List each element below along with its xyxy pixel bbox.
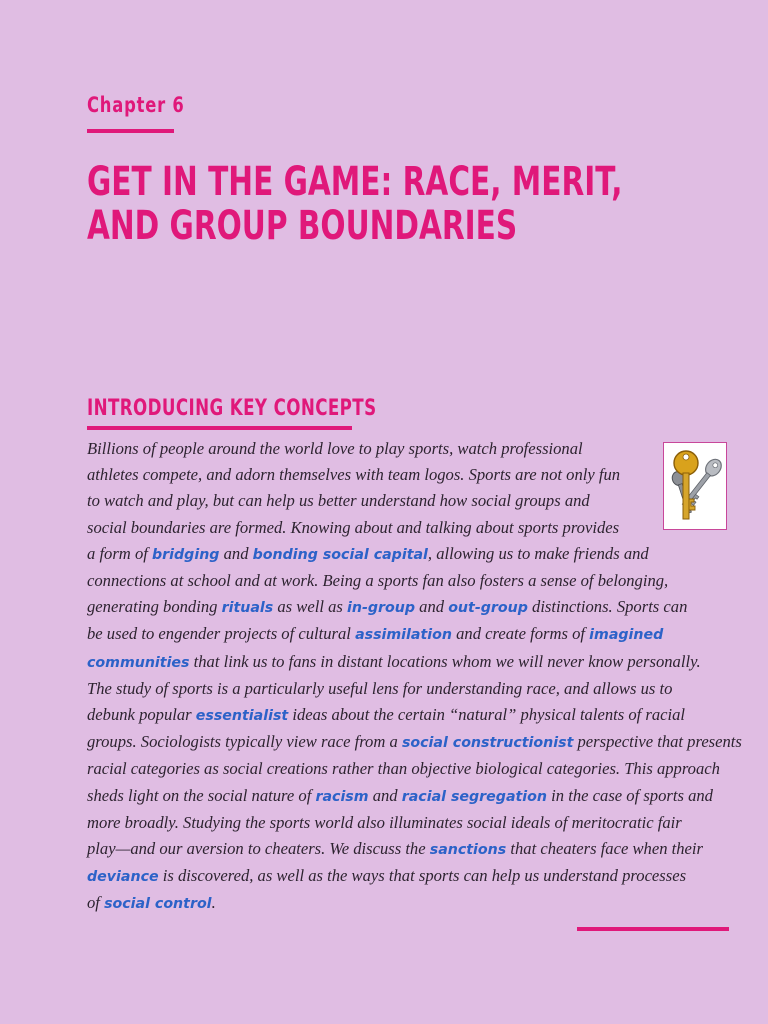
key-term-social-constructionist[interactable]: social constructionist	[401, 735, 574, 752]
text-span: .	[211, 893, 216, 913]
key-term-racial-segregation[interactable]: racial segregation	[401, 788, 548, 805]
key-term-essentialist[interactable]: essentialist	[195, 708, 289, 725]
paragraph-line	[87, 621, 737, 648]
text-span: more broadly. Studying the sports world also illuminates social ideals of meritocratic fair	[87, 812, 682, 832]
key-term-in-group[interactable]: in-group	[346, 600, 415, 617]
paragraph-line	[87, 568, 737, 594]
text-span: groups. Sociologists typically view race from a	[87, 732, 402, 752]
text-span: play—and our aversion to cheaters. We discuss the	[87, 839, 430, 859]
paragraph-line	[87, 541, 737, 568]
text-span: to watch and play, but can help us better understand how social groups and	[87, 491, 590, 511]
text-span: Billions of people around the world love to play sports, watch professional	[87, 439, 583, 458]
paragraph-line	[87, 436, 737, 462]
text-span: athletes compete, and adorn themselves with team logos. Sports are not only fun	[87, 465, 621, 485]
text-span: sheds light on the social nature of	[87, 785, 316, 805]
text-span: a form of	[87, 543, 152, 563]
title-line-2: AND GROUP BOUNDARIES	[87, 203, 518, 249]
text-span: of	[87, 893, 105, 913]
key-term-bonding-social-capital[interactable]: bonding social capital	[252, 546, 428, 563]
key-term-sanctions[interactable]: sanctions	[429, 842, 507, 859]
paragraph-line	[87, 836, 737, 863]
paragraph-line	[87, 488, 737, 514]
paragraph-line	[87, 756, 737, 782]
key-term-imagined[interactable]: imagined	[589, 627, 664, 644]
paragraph-line	[87, 729, 742, 756]
text-span: perspective that presents	[573, 732, 742, 752]
paragraph-line	[87, 515, 737, 541]
text-span: , allowing us to make friends and	[427, 543, 649, 563]
text-span: in the case of sports and	[547, 785, 713, 805]
key-term-social-control[interactable]: social control	[104, 896, 212, 913]
text-span: and	[219, 543, 253, 563]
chapter-rule	[87, 129, 174, 133]
text-span: that link us to fans in distant locations whom we will never know personally.	[189, 651, 701, 671]
section-heading: INTRODUCING KEY CONCEPTS	[87, 396, 377, 421]
text-span: The study of sports is a particularly useful lens for understanding race, and allows us to	[87, 678, 673, 698]
paragraph-line	[87, 649, 737, 676]
text-span: connections at school and at work. Being a sports fan also fosters a sense of belonging,	[87, 571, 669, 591]
text-span: social boundaries are formed. Knowing about and talking about sports provides	[87, 517, 620, 537]
section-rule	[87, 426, 352, 430]
text-span: and create forms of	[451, 624, 590, 644]
key-term-rituals[interactable]: rituals	[221, 600, 274, 617]
key-term-bridging[interactable]: bridging	[152, 546, 220, 563]
text-span: racial categories as social creations rather than objective biological categories. This approach	[87, 759, 720, 779]
text-span: be used to engender projects of cultural	[87, 624, 356, 644]
text-span: distinctions. Sports can	[527, 597, 688, 617]
text-span: generating bonding	[87, 597, 222, 617]
paragraph-line	[87, 783, 737, 810]
key-term-racism[interactable]: racism	[315, 788, 369, 805]
paragraph-line	[87, 890, 737, 917]
chapter-label: Chapter 6	[87, 93, 185, 117]
key-term-deviance[interactable]: deviance	[87, 869, 159, 886]
text-span: is discovered, as well as the ways that sports can help us understand processes	[158, 866, 687, 886]
paragraph-line	[87, 594, 737, 621]
text-span: that cheaters face when their	[506, 839, 703, 859]
paragraph-line	[87, 462, 737, 488]
text-span: debunk popular	[87, 705, 196, 725]
title-line-1: GET IN THE GAME: RACE, MERIT,	[87, 159, 623, 205]
paragraph-line	[87, 676, 737, 702]
text-span: ideas about the certain “natural” physical talents of racial	[288, 705, 686, 725]
key-term-communities[interactable]: communities	[87, 654, 190, 671]
text-span: as well as	[273, 597, 347, 617]
paragraph-line	[87, 863, 737, 890]
chapter-title	[87, 160, 623, 248]
paragraph-line	[87, 702, 737, 729]
key-term-assimilation[interactable]: assimilation	[355, 627, 452, 644]
text-span: and	[415, 597, 449, 617]
paragraph-line	[87, 810, 737, 836]
key-term-out-group[interactable]: out-group	[448, 600, 528, 617]
intro-paragraph	[87, 436, 742, 918]
end-rule	[577, 927, 729, 931]
text-span: and	[368, 785, 402, 805]
